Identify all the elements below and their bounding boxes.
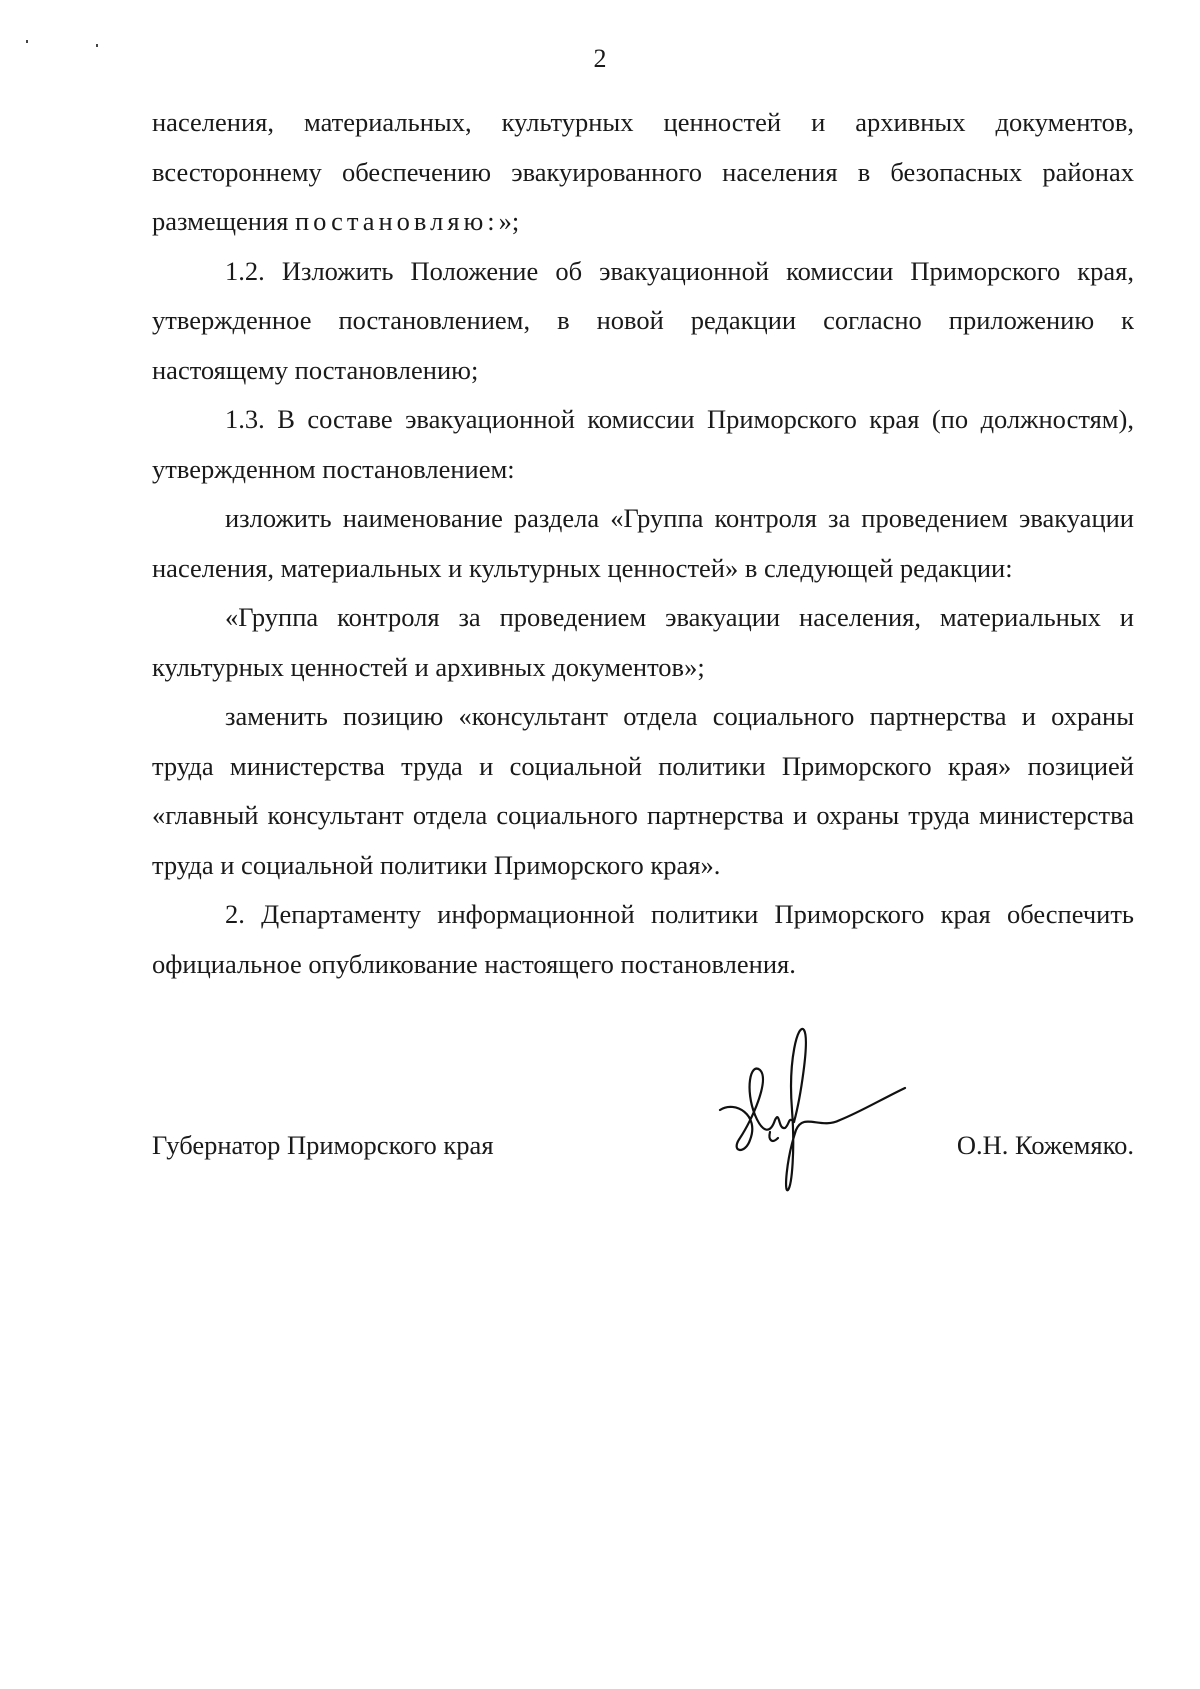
paragraph-text: населения, материальных, культурных ценностей и архивных документов, всестороннему обеспечению эвакуированного населения в безопасных районах размещения [152, 107, 1134, 236]
document-body [152, 98, 1134, 989]
signatory-title: Губернатор Приморского края [152, 1130, 494, 1160]
signatory-name: О.Н. Кожемяко. [956, 1130, 1134, 1160]
paragraph-replace-position: заменить позицию «консультант отдела социального партнерства и охраны труда министерства труда и социальной политики Приморского края» позицией «главный консультант отдела социального партнерства и охраны труда министерства труда и социальной политики Приморского края». [152, 701, 1134, 880]
paragraph-2: 2. Департаменту информационной политики Приморского края обеспечить официальное опубликование настоящего постановления. [152, 899, 1134, 979]
paragraph-rename-section: изложить наименование раздела «Группа контроля за проведением эвакуации населения, материальных и культурных ценностей» в следующей редакции: [152, 503, 1134, 583]
scan-speck [96, 44, 98, 47]
paragraph-1-2: 1.2. Изложить Положение об эвакуационной комиссии Приморского края, утвержденное постановлением, в новой редакции согласно приложению к настоящему постановлению; [152, 255, 1134, 385]
page-number: 2 [593, 44, 607, 73]
paragraph-new-section-name: «Группа контроля за проведением эвакуации населения, материальных и культурных ценностей и архивных документов»; [152, 602, 1134, 682]
paragraph-1-3: 1.3. В составе эвакуационной комиссии Приморского края (по должностям), утвержденном постановлением: [152, 404, 1134, 484]
resolution-keyword: постановляю: [294, 206, 499, 236]
signature-block [152, 1130, 1134, 1180]
scan-speck [26, 40, 28, 43]
paragraph-continuation [152, 98, 1134, 247]
paragraph-text-end: »; [498, 206, 520, 236]
